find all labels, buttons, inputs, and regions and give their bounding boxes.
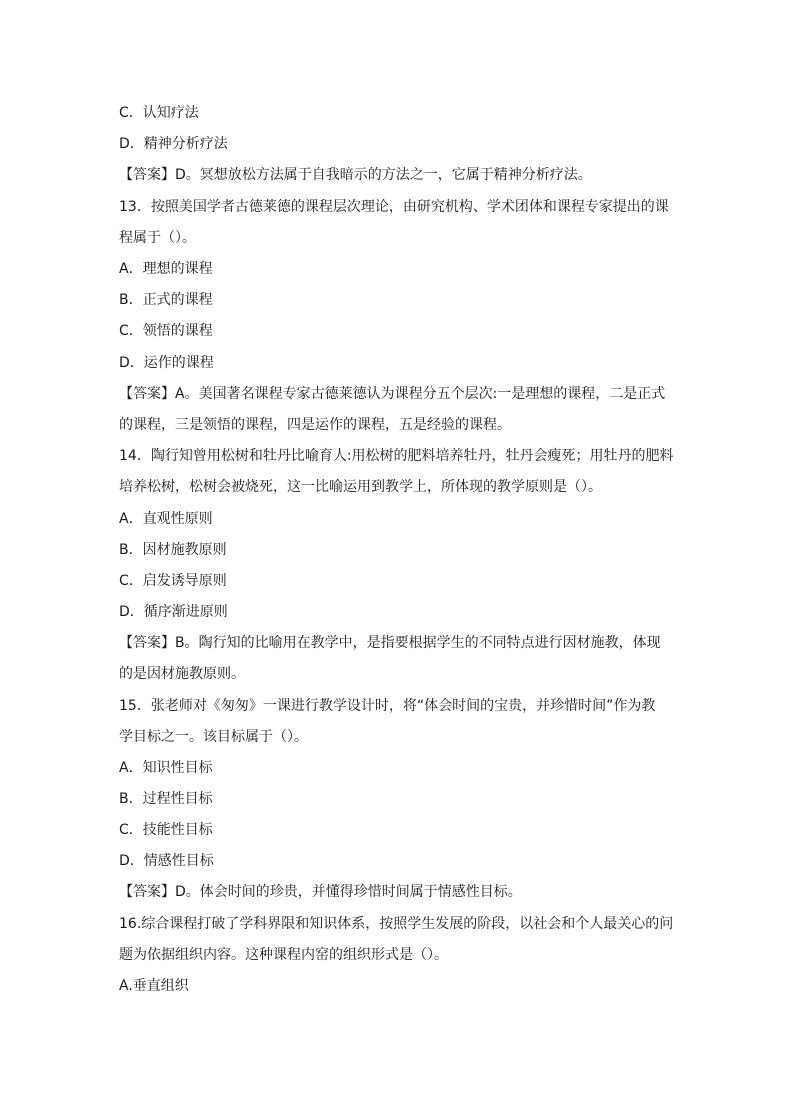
question-14-cont: 培养松树，松树会被烧死，这一比喻运用到教学上，所体现的教学原则是（）。 bbox=[119, 479, 602, 495]
q13-option-c: C．领悟的课程 bbox=[119, 323, 213, 339]
q16-option-a: A.垂直组织 bbox=[119, 978, 189, 994]
q15-option-b: B．过程性目标 bbox=[119, 791, 213, 807]
question-15: 15．张老师对《匆匆》一课进行教学设计时，将“体会时间的宝贵，并珍惜时间”作为教 bbox=[119, 698, 656, 714]
question-13: 13．按照美国学者古德莱德的课程层次理论，由研究机构、学术团体和课程专家提出的课 bbox=[119, 199, 669, 215]
answer-13: 【答案】A。美国著名课程专家古德莱德认为课程分五个层次:一是理想的课程，二是正式 bbox=[119, 386, 666, 402]
q14-option-d: D．循序渐进原则 bbox=[119, 604, 228, 620]
q13-option-a: A．理想的课程 bbox=[119, 261, 213, 277]
answer-13-cont: 的课程，三是领悟的课程，四是运作的课程，五是经验的课程。 bbox=[119, 417, 511, 433]
q14-option-a: A．直观性原则 bbox=[119, 511, 213, 527]
question-16-cont: 题为依据组织内容。这种课程内窑的组织形式是（）。 bbox=[119, 947, 448, 963]
answer-14-cont: 的是因材施教原则。 bbox=[119, 666, 245, 682]
q15-option-a: A．知识性目标 bbox=[119, 760, 213, 776]
answer-15: 【答案】D。体会时间的珍贵，并懂得珍惜时间属于情感性目标。 bbox=[119, 884, 522, 900]
question-14: 14．陶行知曾用松树和牡丹比喻育人:用松树的肥料培养牡丹，牡丹会瘦死；用牡丹的肥料 bbox=[119, 448, 674, 464]
answer-12: 【答案】D。冥想放松方法属于自我暗示的方法之一，它属于精神分析疗法。 bbox=[119, 167, 592, 183]
question-16: 16.综合课程打破了学科界限和知识体系，按照学生发展的阶段，以社会和个人最关心的问 bbox=[119, 916, 674, 932]
q15-option-c: C．技能性目标 bbox=[119, 822, 213, 838]
q13-option-b: B．正式的课程 bbox=[119, 292, 213, 308]
q15-option-d: D．情感性目标 bbox=[119, 853, 214, 869]
q14-option-c: C．启发诱导原则 bbox=[119, 573, 227, 589]
question-15-cont: 学目标之一。该目标属于（）。 bbox=[119, 729, 308, 745]
answer-14: 【答案】B。陶行知的比喻用在教学中，是指要根据学生的不同特点进行因材施教，体现 bbox=[119, 635, 661, 651]
option-d: D．精神分析疗法 bbox=[119, 136, 228, 152]
option-c: C．认知疗法 bbox=[119, 105, 199, 121]
question-13-cont: 程属于（）。 bbox=[119, 230, 196, 246]
q14-option-b: B．因材施教原则 bbox=[119, 542, 227, 558]
q13-option-d: D．运作的课程 bbox=[119, 355, 214, 371]
